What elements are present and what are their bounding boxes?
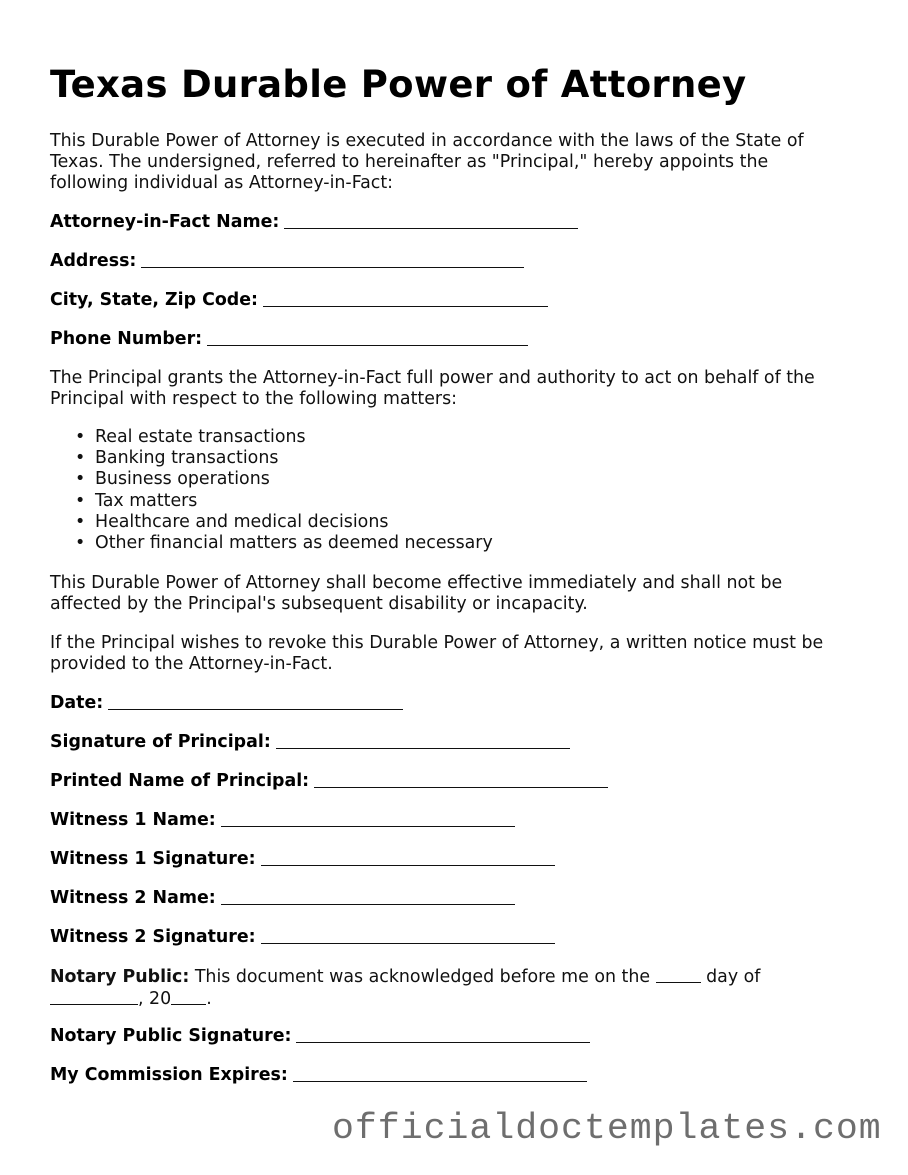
notary-month-input[interactable] (50, 989, 138, 1005)
city-state-zip-label: City, State, Zip Code: (50, 290, 259, 310)
witness-2-name-label: Witness 2 Name: (50, 888, 216, 908)
address-field (50, 251, 524, 272)
printed-name-input[interactable] (314, 786, 608, 788)
list-item-text: Real estate transactions (95, 427, 306, 447)
attorney-name-label: Attorney-in-Fact Name: (50, 212, 280, 232)
bullet-icon: • (75, 490, 86, 511)
list-item (50, 512, 493, 533)
notary-end: . (206, 989, 212, 1009)
intro-paragraph: This Durable Power of Attorney is executed in accordance with the laws of the State of Texas. The undersigned, referred to hereinafter as "Principal," hereby appoints the following individual as Attorney-in-Fact: (50, 131, 804, 193)
commission-expires-label: My Commission Expires: (50, 1065, 288, 1085)
attorney-name-input[interactable] (284, 227, 578, 229)
city-state-zip-field (50, 290, 548, 311)
witness-1-name-label: Witness 1 Name: (50, 810, 216, 830)
date-field (50, 693, 403, 714)
date-input[interactable] (108, 708, 403, 710)
attorney-name-field (50, 212, 578, 233)
bullet-icon: • (75, 511, 86, 532)
watermark: officialdoctemplates.com (332, 1108, 882, 1149)
principal-signature-field (50, 732, 570, 753)
witness-1-name-input[interactable] (221, 825, 515, 827)
notary-paragraph (50, 966, 850, 1010)
notary-signature-field (50, 1026, 590, 1047)
list-item (50, 469, 493, 490)
document-title: Texas Durable Power of Attorney (50, 63, 747, 106)
commission-expires-field (50, 1065, 587, 1086)
witness-1-name-field (50, 810, 515, 831)
list-item (50, 448, 493, 469)
bullet-icon: • (75, 533, 86, 554)
witness-2-signature-label: Witness 2 Signature: (50, 927, 256, 947)
notary-year-prefix: , 20 (138, 989, 172, 1009)
revoke-paragraph: If the Principal wishes to revoke this Durable Power of Attorney, a written notice must be provided to the Attorney-in-Fact. (50, 633, 824, 674)
phone-number-input[interactable] (207, 344, 528, 346)
city-state-zip-input[interactable] (263, 305, 548, 307)
witness-2-name-field (50, 888, 515, 909)
address-input[interactable] (141, 266, 524, 268)
witness-2-name-input[interactable] (221, 903, 515, 905)
printed-name-label: Printed Name of Principal: (50, 771, 310, 791)
phone-number-label: Phone Number: (50, 329, 203, 349)
phone-number-field (50, 329, 528, 350)
principal-signature-label: Signature of Principal: (50, 732, 271, 752)
list-item-text: Business operations (95, 469, 270, 490)
bullet-icon: • (75, 448, 86, 469)
witness-1-signature-label: Witness 1 Signature: (50, 849, 256, 869)
address-label: Address: (50, 251, 137, 271)
witness-2-signature-input[interactable] (261, 942, 555, 944)
principal-signature-input[interactable] (276, 747, 570, 749)
date-label: Date: (50, 693, 104, 713)
list-item (50, 427, 493, 448)
list-item (50, 533, 493, 554)
list-item-text: Other financial matters as deemed necessary (95, 533, 493, 554)
witness-1-signature-field (50, 849, 555, 870)
matters-list (50, 427, 493, 554)
witness-2-signature-field (50, 927, 555, 948)
notary-year-input[interactable] (171, 989, 206, 1005)
list-item-text: Tax matters (95, 490, 198, 511)
list-item (50, 491, 493, 512)
list-item-text: Healthcare and medical decisions (95, 511, 389, 532)
notary-text-after-day: day of (706, 967, 761, 987)
notary-text-before-day: This document was acknowledged before me on the (194, 967, 651, 987)
notary-signature-input[interactable] (296, 1041, 590, 1043)
effective-paragraph: This Durable Power of Attorney shall become effective immediately and shall not be affected by the Principal's subsequent disability or incapacity. (50, 573, 783, 614)
printed-name-field (50, 771, 608, 792)
notary-day-input[interactable] (656, 967, 701, 983)
list-item-text: Banking transactions (95, 448, 279, 469)
commission-expires-input[interactable] (293, 1080, 587, 1082)
grant-paragraph: The Principal grants the Attorney-in-Fact full power and authority to act on behalf of the Principal with respect to the following matters: (50, 368, 815, 409)
witness-1-signature-input[interactable] (261, 864, 555, 866)
bullet-icon: • (75, 469, 86, 490)
bullet-icon: • (75, 427, 86, 447)
notary-label: Notary Public: (50, 967, 190, 987)
notary-signature-label: Notary Public Signature: (50, 1026, 292, 1046)
